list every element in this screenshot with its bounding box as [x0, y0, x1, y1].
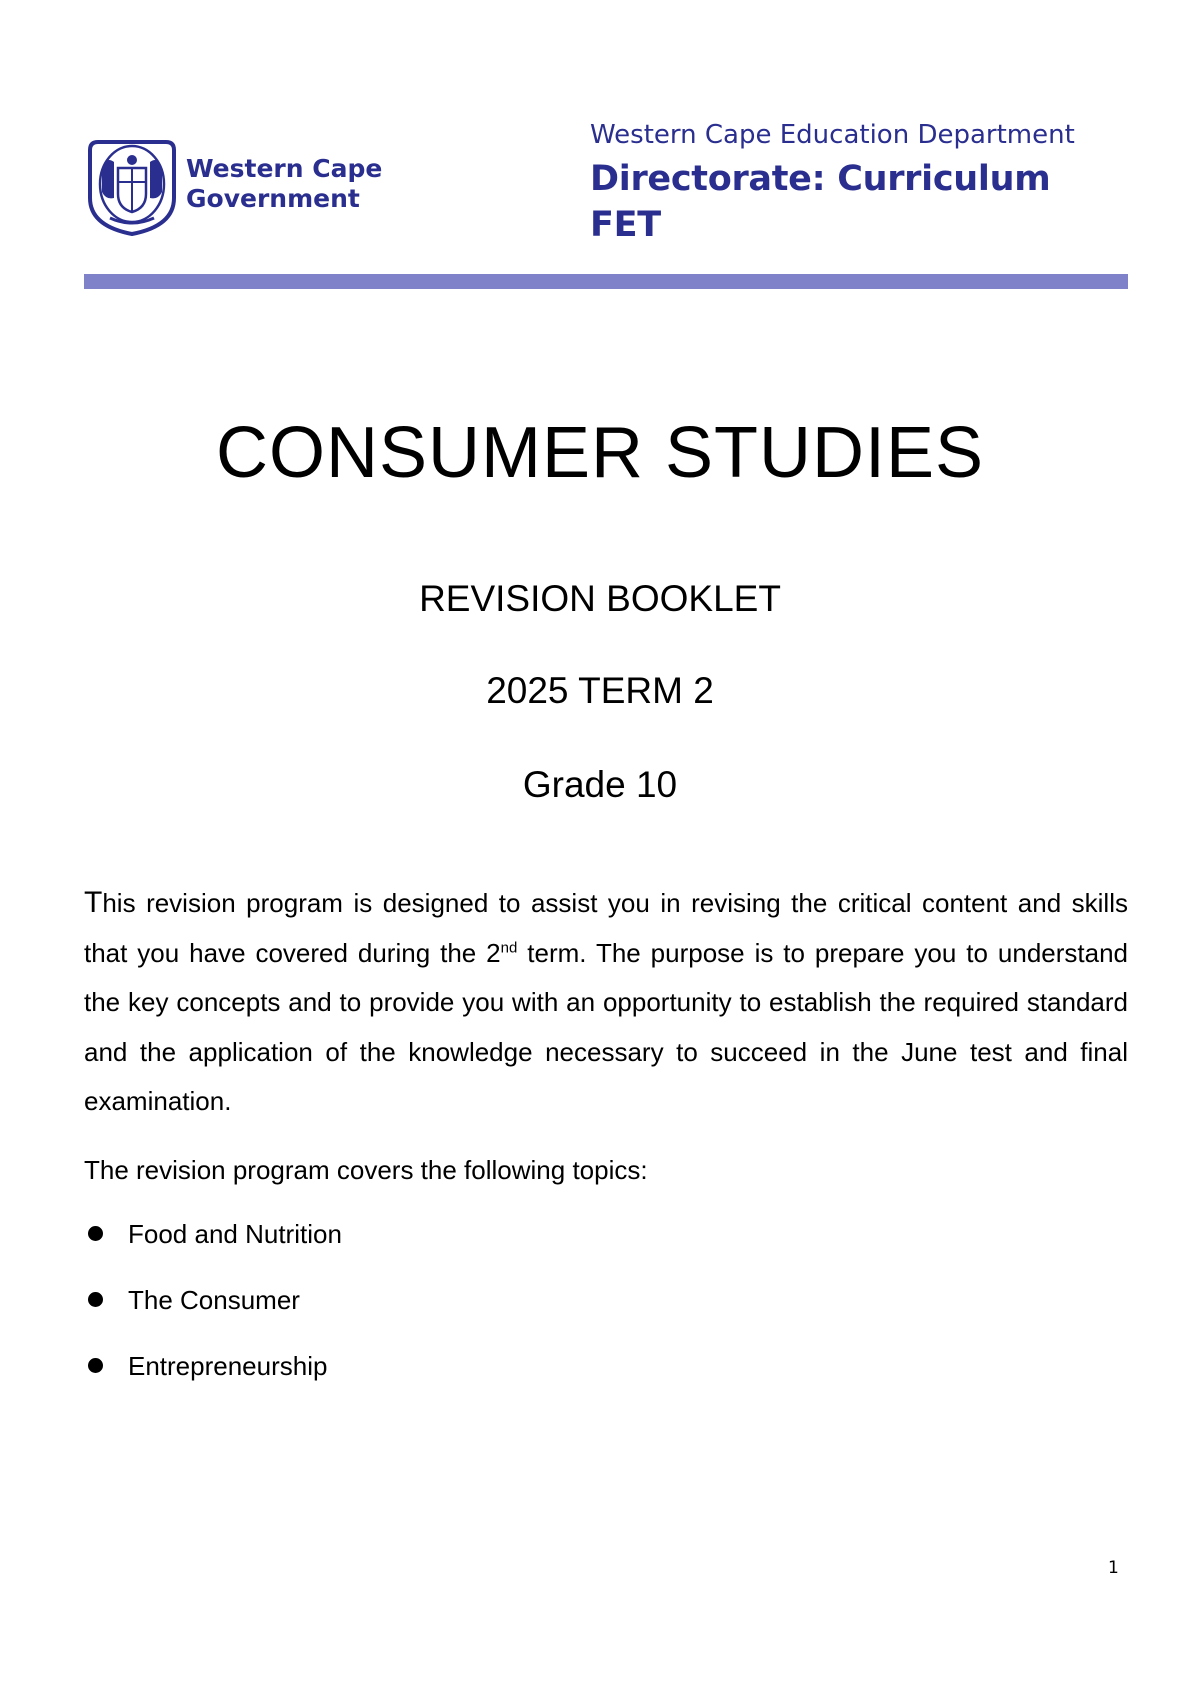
list-item — [84, 1346, 342, 1412]
department-heading — [590, 118, 1110, 248]
booklet-type: REVISION BOOKLET — [419, 578, 781, 619]
topics-list — [84, 1214, 342, 1412]
document-title: CONSUMER STUDIES — [215, 413, 985, 493]
bullet-icon — [88, 1358, 103, 1373]
bullet-icon — [88, 1292, 103, 1307]
topic-label: Food and Nutrition — [128, 1219, 342, 1249]
logo-text-line2: Government — [186, 184, 360, 213]
list-item — [84, 1214, 342, 1280]
page-number: 1 — [1108, 1558, 1119, 1578]
grade-label: Grade 10 — [522, 764, 678, 805]
coat-of-arms-icon — [84, 138, 180, 238]
logo-wordmark — [186, 154, 382, 214]
directorate-name: Directorate: Curriculum FET — [590, 159, 1051, 245]
logo-text-line1: Western Cape — [186, 154, 383, 183]
intro-paragraph — [84, 878, 1128, 1127]
list-item — [84, 1280, 342, 1346]
western-cape-government-logo — [84, 138, 404, 238]
document-header — [84, 118, 1128, 245]
header-divider — [84, 274, 1128, 289]
intro-text-part2: term. The purpose is to prepare you to understand the key concepts and to provide you with an opportunity to establish the required standard and the application of the knowledge necessary to succeed in the June test and final examination. — [84, 937, 1129, 1116]
topic-label: The Consumer — [128, 1285, 300, 1315]
term-label: 2025 TERM 2 — [486, 670, 714, 711]
topics-intro: The revision program covers the following topics: — [84, 1155, 648, 1185]
bullet-icon — [88, 1226, 103, 1241]
topic-label: Entrepreneurship — [128, 1351, 328, 1381]
intro-first-letter: T — [84, 886, 103, 919]
department-name: Western Cape Education Department — [590, 120, 1075, 150]
intro-text-part1: his revision program is designed to assist you in revising the critical content and skills that you have covered during the 2 — [84, 888, 1128, 968]
intro-superscript: nd — [500, 938, 518, 956]
